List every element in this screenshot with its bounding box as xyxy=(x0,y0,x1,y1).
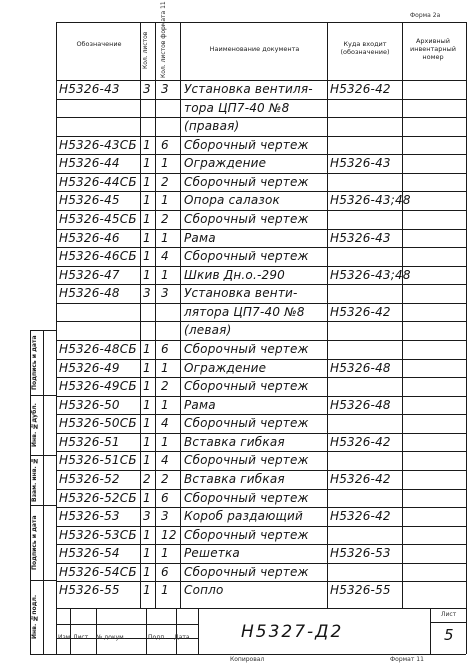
row-format-sheets: 6 xyxy=(161,490,169,505)
row-sheets: 1 xyxy=(143,267,151,282)
row-line xyxy=(56,210,466,211)
row-where-used: Н5326-53 xyxy=(330,546,391,561)
row-where-used: Н5326-43 xyxy=(330,156,391,171)
row-where-used: Н5326-55 xyxy=(330,583,391,598)
row-designation: Н5326-51СБ xyxy=(59,453,137,468)
row-where-used: Н5326-42 xyxy=(330,472,391,486)
row-format-sheets: 4 xyxy=(161,453,169,468)
header-archive: Архивный инвентарный номер xyxy=(409,37,457,61)
row-format-sheets: 2 xyxy=(161,472,169,486)
row-sheets: 1 xyxy=(143,453,151,468)
row-sheets: 1 xyxy=(143,527,151,542)
header-sheets: Кол. листов xyxy=(142,31,149,69)
row-line xyxy=(56,377,466,378)
frame-top xyxy=(56,22,466,23)
row-name: Короб раздающий xyxy=(184,509,304,524)
row-designation: Н5326-50 xyxy=(59,397,120,412)
row-name: Сборочный чертеж xyxy=(184,490,309,505)
row-format-sheets: 1 xyxy=(161,546,169,561)
row-name: (правая) xyxy=(184,119,240,134)
row-sheets: 1 xyxy=(143,156,151,171)
row-line xyxy=(56,489,466,490)
row-sheets: 1 xyxy=(143,379,151,394)
row-sheets: 1 xyxy=(143,193,151,208)
title-sheet-label: Лист xyxy=(73,634,89,641)
row-name: Ограждение xyxy=(184,360,267,375)
side-label: Подпись и дата xyxy=(31,515,38,570)
row-line xyxy=(56,507,466,508)
row-where-used: Н5326-42 xyxy=(330,82,391,96)
row-name: Опора салазок xyxy=(184,193,280,208)
side-label: Инв. №подл. xyxy=(31,594,38,640)
row-name: Сборочный чертеж xyxy=(184,212,309,226)
row-designation: Н5326-54 xyxy=(59,546,120,561)
title-date-label: Дата xyxy=(174,634,190,641)
side-label: Взам. инв. № xyxy=(31,457,38,503)
row-line xyxy=(56,117,466,118)
row-format-sheets: 1 xyxy=(161,230,169,245)
title-sheet-no-label: Лист xyxy=(441,611,457,618)
form-label: Форма 2а xyxy=(410,12,441,19)
row-name: (левая) xyxy=(184,323,232,338)
row-format-sheets: 3 xyxy=(161,286,169,301)
row-name: Сборочный чертеж xyxy=(184,416,309,431)
row-sheets: 1 xyxy=(143,249,151,264)
row-sheets: 1 xyxy=(143,230,151,245)
row-format-sheets: 4 xyxy=(161,249,169,264)
row-designation: Н5326-53 xyxy=(59,509,120,524)
row-designation: Н5326-47 xyxy=(59,267,120,282)
row-sheets: 3 xyxy=(143,286,151,301)
row-format-sheets: 6 xyxy=(161,342,169,356)
row-name: Сборочный чертеж xyxy=(184,453,309,468)
row-name: тора ЦП7-40 №8 xyxy=(184,100,290,115)
row-name: Установка вентиля- xyxy=(184,82,313,96)
row-name: Шкив Дн.о.-290 xyxy=(184,267,285,282)
column-line xyxy=(180,22,181,608)
row-sheets: 1 xyxy=(143,564,151,579)
row-designation: Н5326-46СБ xyxy=(59,249,137,264)
row-line xyxy=(56,433,466,434)
row-name: Сборочный чертеж xyxy=(184,137,309,152)
row-name: Вставка гибкая xyxy=(184,434,285,449)
row-designation: Н5326-48 xyxy=(59,286,120,301)
row-line xyxy=(56,229,466,230)
title-docno-label: № докум. xyxy=(96,634,126,641)
row-where-used: Н5326-43;48 xyxy=(330,267,411,282)
row-line xyxy=(56,563,466,564)
side-stamp-bottom xyxy=(30,654,56,655)
row-line xyxy=(56,544,466,545)
row-line xyxy=(56,396,466,397)
document-code: Н5327-Д2 xyxy=(241,622,344,642)
row-format-sheets: 6 xyxy=(161,564,169,579)
frame-right xyxy=(466,22,467,654)
row-format-sheets: 3 xyxy=(161,509,169,524)
row-format-sheets: 1 xyxy=(161,397,169,412)
row-line xyxy=(56,470,466,471)
row-designation: Н5326-48СБ xyxy=(59,342,137,356)
row-format-sheets: 12 xyxy=(161,527,177,542)
title-change-label: Изм. xyxy=(58,634,73,641)
row-where-used: Н5326-43;48 xyxy=(330,193,411,208)
row-sheets: 3 xyxy=(143,82,151,96)
header-bottom xyxy=(56,80,466,81)
row-designation: Н5326-45СБ xyxy=(59,212,137,226)
row-where-used: Н5326-48 xyxy=(330,360,391,375)
row-name: Сборочный чертеж xyxy=(184,379,309,394)
row-sheets: 2 xyxy=(143,472,151,486)
row-designation: Н5326-49 xyxy=(59,360,120,375)
row-sheets: 1 xyxy=(143,434,151,449)
row-format-sheets: 4 xyxy=(161,416,169,431)
footer-copied: Копировал xyxy=(230,656,265,663)
row-line xyxy=(56,414,466,415)
row-designation: Н5326-53СБ xyxy=(59,527,137,542)
row-line xyxy=(56,581,466,582)
row-format-sheets: 2 xyxy=(161,174,169,189)
row-sheets: 1 xyxy=(143,397,151,412)
row-line xyxy=(56,321,466,322)
row-where-used: Н5326-42 xyxy=(330,434,391,449)
side-label: Инв. №дубл. xyxy=(31,403,38,447)
row-sheets: 1 xyxy=(143,583,151,598)
row-designation: Н5326-43СБ xyxy=(59,137,137,152)
row-format-sheets: 6 xyxy=(161,137,169,152)
row-line xyxy=(56,266,466,267)
row-line xyxy=(56,136,466,137)
header-name: Наименование документа xyxy=(209,45,300,53)
row-where-used: Н5326-43 xyxy=(330,230,391,245)
row-where-used: Н5326-42 xyxy=(330,304,391,319)
row-designation: Н5326-44СБ xyxy=(59,174,137,189)
row-designation: Н5326-51 xyxy=(59,434,120,449)
row-line xyxy=(56,340,466,341)
row-format-sheets: 1 xyxy=(161,156,169,171)
column-line xyxy=(140,22,141,608)
row-designation: Н5326-49СБ xyxy=(59,379,137,394)
row-format-sheets: 1 xyxy=(161,193,169,208)
row-name: Сборочный чертеж xyxy=(184,249,309,264)
side-label: Подпись и дата xyxy=(31,335,38,390)
row-line xyxy=(56,173,466,174)
row-where-used: Н5326-48 xyxy=(330,397,391,412)
row-format-sheets: 2 xyxy=(161,212,169,226)
row-name: лятора ЦП7-40 №8 xyxy=(184,304,305,319)
row-format-sheets: 2 xyxy=(161,379,169,394)
row-format-sheets: 1 xyxy=(161,583,169,598)
row-line xyxy=(56,303,466,304)
row-format-sheets: 1 xyxy=(161,267,169,282)
row-format-sheets: 1 xyxy=(161,434,169,449)
row-format-sheets: 3 xyxy=(161,82,169,96)
row-line xyxy=(56,191,466,192)
row-sheets: 1 xyxy=(143,360,151,375)
row-line xyxy=(56,154,466,155)
title-block xyxy=(56,608,466,654)
row-designation: Н5326-52СБ xyxy=(59,490,137,505)
row-designation: Н5326-50СБ xyxy=(59,416,137,431)
row-sheets: 1 xyxy=(143,137,151,152)
header-designation: Обозначение xyxy=(76,40,122,48)
header-format-sheets: Кол. листов формата 11 xyxy=(160,1,167,78)
row-sheets: 1 xyxy=(143,174,151,189)
header-where-used: Куда входит (обозначение) xyxy=(340,40,390,56)
row-name: Сопло xyxy=(184,583,224,598)
row-designation: Н5326-54СБ xyxy=(59,564,137,579)
row-line xyxy=(56,451,466,452)
row-sheets: 1 xyxy=(143,490,151,505)
row-format-sheets: 1 xyxy=(161,360,169,375)
column-line xyxy=(155,22,156,608)
row-name: Ограждение xyxy=(184,156,267,171)
row-name: Установка венти- xyxy=(184,286,298,301)
title-sign-label: Подп. xyxy=(148,634,167,641)
column-line xyxy=(402,22,403,608)
frame-bottom xyxy=(56,654,466,655)
row-line xyxy=(56,247,466,248)
row-designation: Н5326-44 xyxy=(59,156,120,171)
footer-format: Формат 11 xyxy=(390,656,424,663)
row-sheets: 1 xyxy=(143,546,151,561)
row-designation: Н5326-43 xyxy=(59,82,120,96)
row-name: Сборочный чертеж xyxy=(184,564,309,579)
row-line xyxy=(56,284,466,285)
row-name: Сборочный чертеж xyxy=(184,174,309,189)
row-name: Сборочный чертеж xyxy=(184,342,309,356)
row-name: Вставка гибкая xyxy=(184,472,285,486)
row-designation: Н5326-46 xyxy=(59,230,120,245)
row-designation: Н5326-52 xyxy=(59,472,120,486)
row-sheets: 1 xyxy=(143,416,151,431)
row-name: Рама xyxy=(184,230,216,245)
row-name: Рама xyxy=(184,397,216,412)
row-line xyxy=(56,99,466,100)
row-sheets: 1 xyxy=(143,342,151,356)
row-designation: Н5326-45 xyxy=(59,193,120,208)
row-line xyxy=(56,526,466,527)
row-sheets: 3 xyxy=(143,509,151,524)
row-name: Сборочный чертеж xyxy=(184,527,309,542)
row-name: Решетка xyxy=(184,546,240,561)
row-sheets: 1 xyxy=(143,212,151,226)
sheet-number: 5 xyxy=(444,626,454,644)
column-line xyxy=(327,22,328,608)
side-stamp-divider xyxy=(43,330,44,654)
row-designation: Н5326-55 xyxy=(59,583,120,598)
row-where-used: Н5326-42 xyxy=(330,509,391,524)
row-line xyxy=(56,359,466,360)
